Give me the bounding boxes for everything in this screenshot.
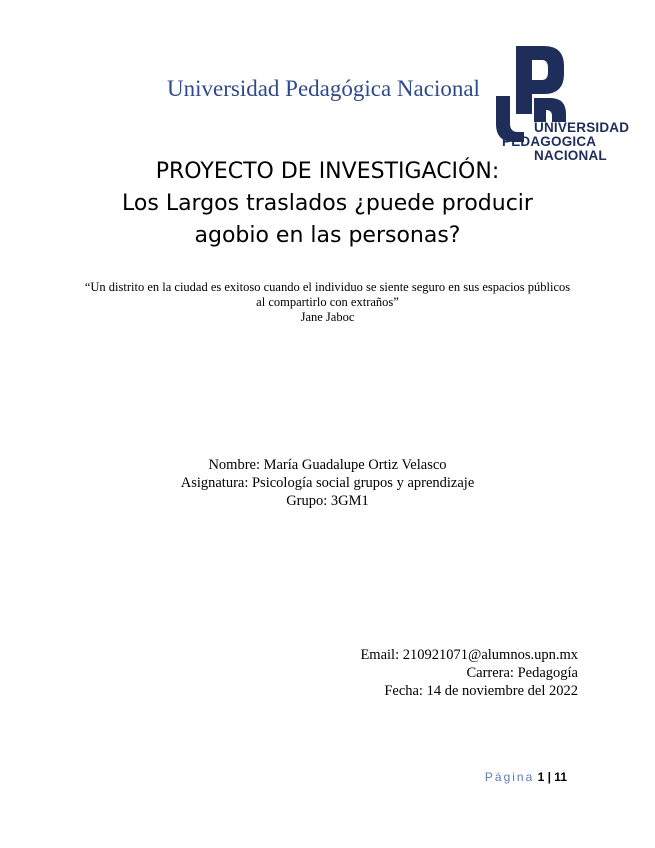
university-logo — [494, 44, 642, 164]
group: Grupo: 3GM1 — [286, 493, 369, 509]
date: Fecha: 14 de noviembre del 2022 — [384, 683, 578, 699]
title-line-1: PROYECTO DE INVESTIGACIÓN: — [155, 159, 500, 184]
logo-text-line3: NACIONAL — [534, 148, 607, 163]
subject: Asignatura: Psicología social grupos y aprendizaje — [180, 475, 475, 491]
document-title — [0, 156, 655, 252]
career: Carrera: Pedagogía — [466, 665, 578, 681]
quote-author: Jane Jaboc — [300, 310, 355, 324]
title-line-2: Los Largos traslados ¿puede producir — [122, 191, 533, 216]
title-line-3: agobio en las personas? — [194, 223, 461, 248]
page-label: Página — [484, 770, 535, 784]
contact-info — [360, 646, 578, 700]
student-name: Nombre: María Guadalupe Ortiz Velasco — [208, 457, 447, 473]
page-footer — [485, 770, 567, 784]
email: Email: 210921071@alumnos.upn.mx — [360, 647, 578, 663]
logo-text-line1: UNIVERSIDAD — [534, 120, 630, 135]
epigraph-quote — [60, 280, 595, 325]
quote-line-1: “Un distrito en la ciudad es exitoso cuando el individuo se siente seguro en sus espacios públicos — [84, 280, 571, 294]
university-name: Universidad Pedagógica Nacional — [167, 76, 480, 101]
student-info — [0, 456, 655, 510]
page-number: 1 | 11 — [537, 770, 567, 784]
logo-text-line2: PEDAGOGICA — [502, 134, 597, 149]
quote-line-2: al compartirlo con extraños” — [256, 295, 399, 309]
